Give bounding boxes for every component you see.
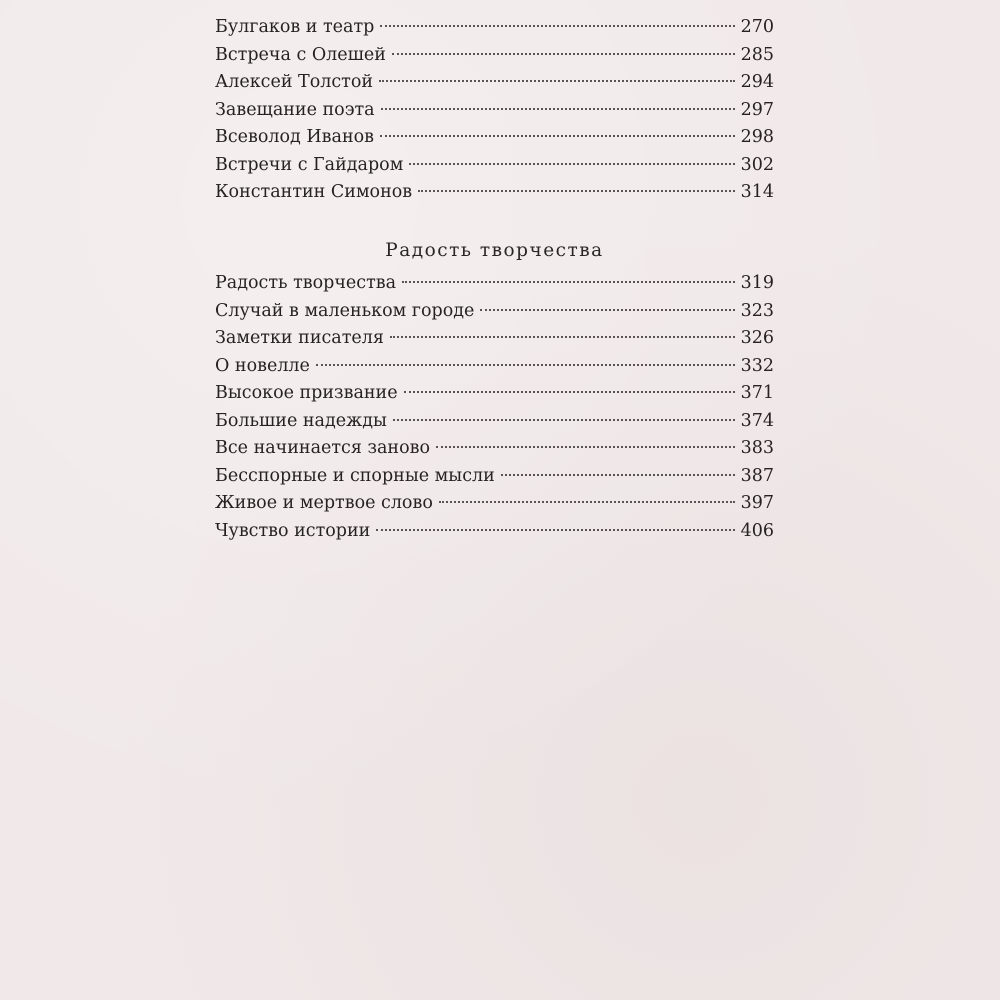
toc-entry-page: 374 bbox=[740, 410, 774, 431]
dot-leader bbox=[381, 108, 735, 110]
toc-entry-title: Большие надежды bbox=[215, 410, 387, 431]
dot-leader bbox=[379, 80, 735, 82]
toc-entry-page: 270 bbox=[740, 17, 774, 37]
toc-entry-title: Встречи с Гайдаром bbox=[215, 154, 404, 175]
dot-leader bbox=[436, 446, 735, 448]
toc-entry-title: Чувство истории bbox=[215, 520, 371, 541]
toc-entry bbox=[215, 490, 774, 518]
toc-entry bbox=[215, 435, 774, 463]
toc-entry-title: Всеволод Иванов bbox=[215, 127, 374, 147]
toc-entry bbox=[215, 42, 774, 70]
section-heading: Радость творчества bbox=[385, 240, 604, 261]
toc-entry-page: 297 bbox=[740, 99, 774, 120]
toc-entry bbox=[215, 325, 774, 353]
toc-entry-title: Случай в маленьком городе bbox=[215, 300, 475, 321]
toc-entry bbox=[215, 124, 774, 152]
toc-entry-title: Высокое призвание bbox=[215, 383, 398, 403]
toc-entry-page: 314 bbox=[740, 182, 774, 202]
dot-leader bbox=[393, 419, 735, 421]
toc-section-creativity bbox=[215, 236, 774, 545]
dot-leader bbox=[404, 391, 735, 393]
toc-entry-page: 285 bbox=[740, 44, 774, 65]
toc-entry-page: 326 bbox=[740, 328, 774, 348]
toc-entry-page: 387 bbox=[740, 465, 774, 486]
toc-entry bbox=[215, 152, 774, 180]
toc-entry-title: Живое и мертвое слово bbox=[215, 493, 433, 513]
toc-entry-page: 406 bbox=[740, 520, 774, 541]
toc-entry-page: 298 bbox=[740, 127, 774, 147]
toc-entry-page: 371 bbox=[740, 383, 774, 403]
toc-entry-title: Бесспорные и спорные мысли bbox=[215, 465, 495, 486]
toc-entry-page: 397 bbox=[740, 493, 774, 513]
toc-entry-title: Булгаков и театр bbox=[215, 17, 375, 37]
toc-entry bbox=[215, 380, 774, 408]
toc-entry bbox=[215, 179, 774, 207]
toc-entry-page: 323 bbox=[740, 300, 774, 321]
toc-entry bbox=[215, 97, 774, 125]
dot-leader bbox=[380, 25, 734, 27]
toc-entry bbox=[215, 463, 774, 491]
toc-entry-page: 302 bbox=[740, 154, 774, 175]
dot-leader bbox=[390, 336, 735, 338]
toc-entry-title: Завещание поэта bbox=[215, 99, 375, 120]
dot-leader bbox=[316, 364, 735, 366]
toc-entry bbox=[215, 270, 774, 298]
toc-entry bbox=[215, 518, 774, 546]
toc-entry-title: Алексей Толстой bbox=[215, 72, 374, 92]
toc-entry bbox=[215, 69, 774, 97]
toc-entry-title: О новелле bbox=[215, 355, 310, 376]
dot-leader bbox=[392, 53, 735, 55]
toc-entry-title: Все начинается заново bbox=[215, 438, 431, 458]
toc-entry-title: Встреча с Олешей bbox=[215, 44, 386, 65]
dot-leader bbox=[480, 309, 734, 311]
toc-entry-title: Константин Симонов bbox=[215, 182, 413, 202]
dot-leader bbox=[402, 281, 735, 283]
toc-entry bbox=[215, 353, 774, 381]
toc-entry bbox=[215, 14, 774, 42]
dot-leader bbox=[376, 529, 734, 531]
toc-section-essays bbox=[215, 14, 774, 207]
toc-entry-title: Заметки писателя bbox=[215, 328, 384, 348]
toc-entry-page: 332 bbox=[740, 355, 774, 376]
dot-leader bbox=[380, 135, 735, 137]
dot-leader bbox=[409, 163, 734, 165]
toc-entry bbox=[215, 298, 774, 326]
toc-entry-title: Радость творчества bbox=[215, 273, 397, 293]
dot-leader bbox=[501, 474, 735, 476]
toc-entry-page: 383 bbox=[740, 438, 774, 458]
dot-leader bbox=[439, 501, 735, 503]
toc-entry-page: 294 bbox=[740, 72, 774, 92]
toc-entry bbox=[215, 408, 774, 436]
dot-leader bbox=[418, 190, 734, 192]
toc-entry-page: 319 bbox=[740, 273, 774, 293]
